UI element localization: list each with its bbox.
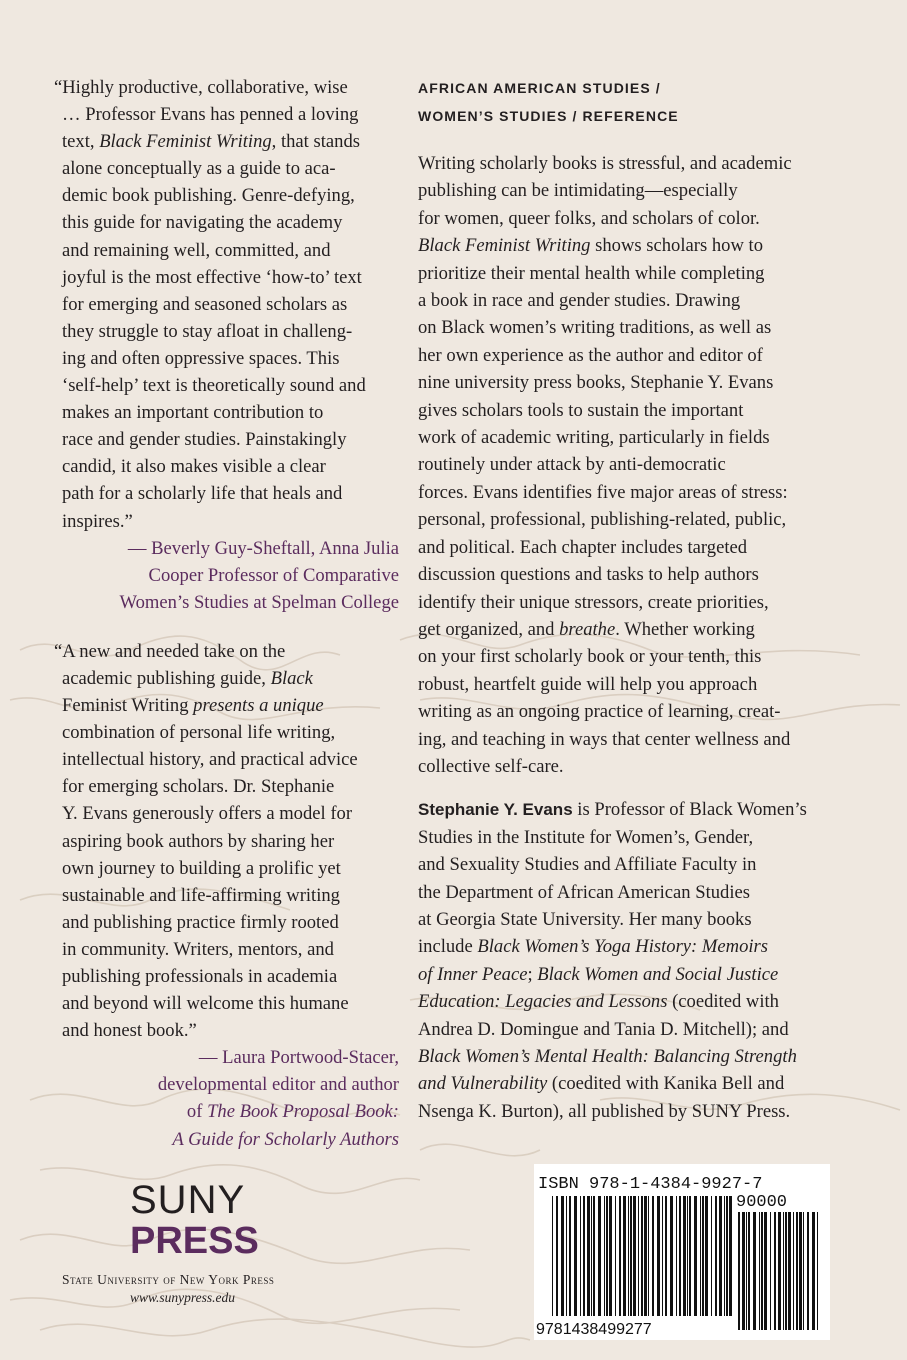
- isbn-barcode: [534, 1164, 830, 1340]
- text-line: candid, it also makes visible a clear: [62, 456, 326, 478]
- bio-text: [418, 824, 858, 1125]
- text-line: on Black women’s writing traditions, as well as: [418, 317, 772, 339]
- text-line: in community. Writers, mentors, and: [62, 938, 334, 960]
- barcode-bar: [606, 1196, 608, 1316]
- logo-press: PRESS: [130, 1220, 259, 1262]
- barcode-bar: [556, 1196, 558, 1316]
- barcode-bar: [648, 1196, 649, 1316]
- text-line: publishing professionals in academia: [62, 966, 338, 987]
- text-line: race and gender studies. Painstakingly: [62, 429, 347, 451]
- text-line: demic book publishing. Genre-defying,: [62, 185, 355, 207]
- barcode-bar: [604, 1196, 605, 1316]
- isbn-label: ISBN 978-1-4384-9927-7: [538, 1175, 763, 1194]
- text-line: on your first scholarly book or your tenth, this: [418, 646, 762, 668]
- text-line: of Inner Peace; Black Women and Social Justice: [418, 963, 779, 985]
- text-line: combination of personal life writing,: [62, 722, 336, 744]
- attribution-line: Women’s Studies at Spelman College: [119, 591, 399, 613]
- barcode-bar: [812, 1212, 815, 1330]
- attribution-line: developmental editor and author: [157, 1074, 399, 1096]
- text-line: and beyond will welcome this humane: [62, 993, 349, 1015]
- text-line: … Professor Evans has penned a loving: [62, 104, 359, 126]
- price-code: 90000: [736, 1193, 788, 1212]
- text-line: this guide for navigating the academy: [62, 212, 343, 234]
- barcode-bar: [700, 1196, 701, 1316]
- book-description: [418, 150, 858, 780]
- barcode-bar: [726, 1196, 728, 1316]
- barcode-bar: [591, 1196, 592, 1316]
- text-line: and Vulnerability (coedited with Kanika Bell and: [418, 1073, 785, 1095]
- barcode-bar: [574, 1196, 577, 1316]
- text-line: own journey to building a prolific yet: [62, 857, 341, 879]
- barcode-graphic: [534, 1164, 830, 1340]
- text-line: Studies in the Institute for Women’s, Gender,: [418, 826, 754, 848]
- text-line: ing and often oppressive spaces. This: [62, 347, 340, 369]
- barcode-bar: [783, 1212, 784, 1330]
- text-line: academic publishing guide, Black: [62, 667, 313, 689]
- text-line: sustainable and life-affirming writing: [62, 884, 340, 906]
- text-line: they struggle to stay afloat in challeng-: [62, 320, 353, 342]
- barcode-bar: [583, 1196, 585, 1316]
- barcode-bar: [817, 1212, 818, 1330]
- barcode-bar: [774, 1212, 776, 1330]
- text-line: routinely under attack by anti-democratic: [418, 454, 726, 476]
- barcode-bar: [638, 1196, 639, 1316]
- barcode-bar: [807, 1212, 809, 1330]
- text-line: for emerging and seasoned scholars as: [62, 293, 348, 315]
- text-line: text, Black Feminist Writing, that stands: [62, 131, 360, 153]
- barcode-bar: [705, 1196, 708, 1316]
- text-line: robust, heartfelt guide will help you approach: [418, 673, 758, 695]
- barcode-bar: [628, 1196, 629, 1316]
- text-line: for emerging scholars. Dr. Stephanie: [62, 776, 335, 798]
- barcode-bar: [593, 1196, 595, 1316]
- barcode-bar: [566, 1196, 567, 1316]
- text-line: Y. Evans generously offers a model for: [62, 803, 353, 825]
- text-line: Nsenga K. Burton), all published by SUNY Press.: [418, 1100, 791, 1122]
- barcode-bar: [764, 1212, 767, 1330]
- attribution-line: — Beverly Guy-Sheftall, Anna Julia: [127, 537, 399, 559]
- text-line: collective self-care.: [418, 755, 564, 777]
- text-line: path for a scholarly life that heals and: [62, 483, 343, 505]
- barcode-bar: [587, 1196, 590, 1316]
- text-line: makes an important contribution to: [62, 402, 324, 424]
- barcode-bar: [665, 1196, 667, 1316]
- addon-bars: [738, 1212, 818, 1330]
- text-line: writing as an ongoing practice of learning, creat-: [418, 701, 781, 723]
- text-line: personal, professional, publishing-related, public,: [418, 509, 787, 531]
- barcode-bar: [683, 1196, 686, 1316]
- barcode-bar: [657, 1196, 660, 1316]
- barcode-bar: [609, 1196, 612, 1316]
- text-line: and publishing practice firmly rooted: [62, 911, 339, 933]
- quote-portwood-stacer: [54, 638, 399, 1044]
- quote-guy-sheftall: [54, 74, 399, 535]
- text-line: ‘self-help’ text is theoretically sound and: [62, 375, 366, 397]
- barcode-bar: [694, 1196, 697, 1316]
- text-line: intellectual history, and practical advice: [62, 749, 358, 771]
- barcode-bar: [679, 1196, 681, 1316]
- subject-category-1: AFRICAN AMERICAN STUDIES /: [418, 80, 661, 96]
- barcode-bar: [742, 1212, 745, 1330]
- subject-category-2: WOMEN’S STUDIES / REFERENCE: [418, 108, 679, 124]
- barcode-bar: [580, 1196, 581, 1316]
- text-line: alone conceptually as a guide to aca-: [62, 158, 336, 180]
- barcode-bar: [630, 1196, 632, 1316]
- barcode-bar: [770, 1212, 771, 1330]
- attribution-portwood-stacer: [54, 1044, 399, 1152]
- barcode-bar: [753, 1212, 756, 1330]
- barcode-bar: [598, 1196, 601, 1316]
- barcode-bars: [552, 1196, 732, 1316]
- text-line: gives scholars tools to sustain the important: [418, 399, 744, 421]
- attribution-line: — Laura Portwood-Stacer,: [198, 1047, 399, 1069]
- barcode-bar: [633, 1196, 636, 1316]
- text-line: and political. Each chapter includes targeted: [418, 536, 748, 558]
- description-column: [418, 74, 858, 1125]
- barcode-bar: [785, 1212, 787, 1330]
- attribution-line: A Guide for Scholarly Authors: [172, 1128, 399, 1150]
- barcode-bar: [724, 1196, 725, 1316]
- barcode-bar: [748, 1212, 750, 1330]
- text-line: ing, and teaching in ways that center wellness and: [418, 728, 791, 750]
- barcode-bar: [615, 1196, 616, 1316]
- text-line: publishing can be intimidating—especially: [418, 180, 738, 202]
- text-line: for women, queer folks, and scholars of color.: [418, 207, 760, 229]
- barcode-bar: [719, 1196, 722, 1316]
- text-line: her own experience as the author and editor of: [418, 344, 763, 366]
- barcode-bar: [702, 1196, 704, 1316]
- text-line: nine university press books, Stephanie Y. Evans: [418, 372, 774, 394]
- suny-press-logo: [62, 1180, 342, 1308]
- barcode-bar: [623, 1196, 626, 1316]
- barcode-bar: [552, 1196, 553, 1316]
- text-line: and remaining well, committed, and: [62, 239, 331, 261]
- attribution-line: Cooper Professor of Comparative: [148, 564, 399, 586]
- attribution-line: of The Book Proposal Book:: [186, 1101, 399, 1123]
- barcode-bar: [662, 1196, 663, 1316]
- text-line: joyful is the most effective ‘how-to’ text: [62, 266, 362, 288]
- publisher-name: State University of New York Press: [62, 1272, 275, 1287]
- text-line: “A new and needed take on the: [54, 640, 286, 662]
- barcode-bar: [788, 1212, 791, 1330]
- barcode-bar: [778, 1212, 781, 1330]
- barcode-bar: [644, 1196, 647, 1316]
- barcode-bar: [761, 1212, 763, 1330]
- barcode-bar: [561, 1196, 564, 1316]
- text-line: include Black Women’s Yoga History: Memoirs: [418, 936, 768, 958]
- text-line: and Sexuality Studies and Affiliate Faculty in: [418, 854, 757, 876]
- text-line: a book in race and gender studies. Drawing: [418, 290, 741, 312]
- barcode-bar: [711, 1196, 712, 1316]
- text-line: the Department of African American Studies: [418, 881, 750, 903]
- text-line: identify their unique stressors, create priorities,: [418, 591, 769, 613]
- barcode-bar: [759, 1212, 760, 1330]
- text-line: Andrea D. Domingue and Tania D. Mitchell); and: [418, 1018, 789, 1040]
- text-line: get organized, and breathe. Whether working: [418, 618, 755, 640]
- text-line: Black Feminist Writing shows scholars how to: [418, 235, 763, 257]
- logo-suny: SUNY: [130, 1178, 246, 1222]
- author-name: Stephanie Y. Evans: [418, 800, 573, 820]
- ean-digits: 9781438499277: [536, 1321, 652, 1338]
- barcode-bar: [652, 1196, 654, 1316]
- barcode-bar: [729, 1196, 732, 1316]
- text-line: at Georgia State University. Her many books: [418, 908, 752, 930]
- text-line: “Highly productive, collaborative, wise: [54, 77, 348, 98]
- author-bio: [418, 796, 858, 1125]
- barcode-bar: [670, 1196, 673, 1316]
- barcode-bar: [641, 1196, 643, 1316]
- text-line: aspiring book authors by sharing her: [62, 830, 335, 852]
- blurbs-column: [54, 74, 399, 1153]
- text-line: work of academic writing, particularly in fields: [418, 427, 770, 449]
- barcode-bar: [746, 1212, 747, 1330]
- text-line: Writing scholarly books is stressful, and academic: [418, 153, 792, 174]
- bio-first-line: is Professor of Black Women’s: [572, 799, 807, 821]
- barcode-bar: [676, 1196, 677, 1316]
- barcode-bar: [799, 1212, 802, 1330]
- barcode-bar: [687, 1196, 688, 1316]
- barcode-bar: [619, 1196, 621, 1316]
- text-line: Education: Legacies and Lessons (coedited with: [418, 991, 779, 1013]
- text-line: Feminist Writing presents a unique: [62, 695, 324, 717]
- barcode-bar: [569, 1196, 571, 1316]
- text-line: forces. Evans identifies five major areas of stress:: [418, 481, 788, 503]
- text-line: prioritize their mental health while completing: [418, 262, 765, 284]
- text-line: and honest book.”: [62, 1020, 197, 1042]
- barcode-bar: [715, 1196, 717, 1316]
- barcode-bar: [796, 1212, 798, 1330]
- barcode-bar: [803, 1212, 804, 1330]
- barcode-bar: [689, 1196, 691, 1316]
- publisher-url: www.sunypress.edu: [130, 1290, 236, 1305]
- text-line: Black Women’s Mental Health: Balancing Strength: [418, 1046, 797, 1067]
- text-line: inspires.”: [62, 510, 133, 532]
- text-line: discussion questions and tasks to help authors: [418, 564, 759, 586]
- barcode-bar: [738, 1212, 740, 1330]
- barcode-bar: [793, 1212, 794, 1330]
- attribution-guy-sheftall: [54, 535, 399, 616]
